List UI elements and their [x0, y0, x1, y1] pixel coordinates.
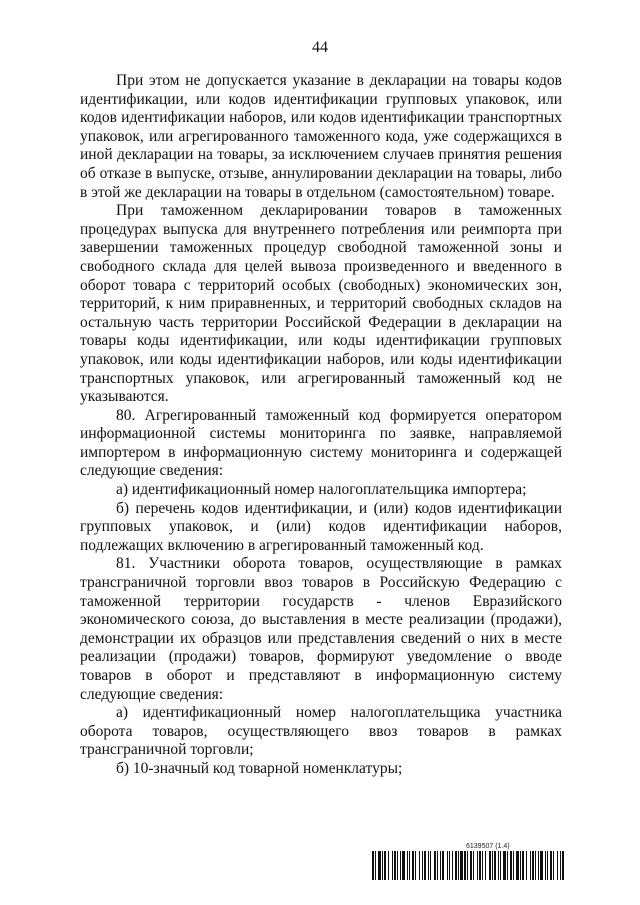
- barcode-bar: [522, 851, 524, 880]
- barcode-bar: [382, 851, 383, 880]
- barcode-bar: [412, 851, 414, 880]
- paragraph-80: 80. Агрегированный таможенный код формируется оператором информационной системы мониторинга по заявке, направляемой импортером в информационную систему мониторинга и содержащей следующие сведения:: [80, 406, 562, 480]
- paragraph-80-item-a: а) идентификационный номер налогоплательщика импортера;: [116, 481, 527, 499]
- barcode-bar: [507, 851, 508, 880]
- barcode-bar: [458, 851, 459, 880]
- document-code: 6139507 (1.4): [466, 843, 510, 850]
- barcode-bar: [452, 851, 453, 880]
- barcode-bar: [430, 851, 431, 880]
- barcode-bar: [455, 851, 457, 880]
- barcode-bar: [447, 851, 448, 880]
- barcode-bar: [494, 851, 496, 880]
- barcode-bar: [538, 851, 539, 880]
- barcode-bar: [477, 851, 478, 880]
- barcode-bar: [473, 851, 474, 880]
- barcode-bar: [562, 851, 564, 880]
- paragraph-81: 81. Участники оборота товаров, осуществляющие в рамках трансграничной торговли ввоз товаров в Российскую Федерацию с таможенной территории государств - членов Евразийского экономического союза, до выставления в месте реализации (продажи), демонстрации их образцов или представления сведений о них в месте реализации (продажи) товаров, формируют уведомление о вводе товаров в оборот и представляют в информационную систему следующие сведения:: [80, 555, 562, 703]
- barcode-bar: [530, 851, 531, 880]
- barcode-bar: [400, 851, 401, 880]
- barcode-bar: [545, 851, 546, 880]
- barcode-bar: [485, 851, 486, 880]
- barcode-bar: [419, 851, 420, 880]
- barcode-bar: [498, 851, 499, 880]
- barcode-bar: [449, 851, 450, 880]
- paragraph-customs-declaration: При таможенном декларировании товаров в таможенных процедурах выпуска для внутреннего потребления или реимпорта при завершении таможенных процедур свободной таможенной зоны и свободного склада для целей вывоза произведенного и введенного в оборот товара с территорий особых (свободных) экономических зон, территорий, к ним приравненных, и территорий свободных складов на остальную часть территории Российской Федерации в декларации на товары коды идентификации, или коды идентификации групповых упаковок, или коды идентификации наборов, или коды идентификации транспортных упаковок, или агрегированный таможенный код не указываются.: [80, 202, 562, 406]
- page-number: 44: [312, 39, 328, 56]
- barcode-bar: [532, 851, 534, 880]
- barcode-bar: [526, 851, 527, 880]
- barcode-bar: [402, 851, 405, 880]
- barcode-bar: [437, 851, 438, 880]
- barcode-bar: [467, 851, 468, 880]
- barcode-bar: [464, 851, 466, 880]
- barcode-bar: [388, 851, 389, 880]
- barcode-bar: [415, 851, 416, 880]
- barcode-bar: [482, 851, 483, 880]
- barcode-bar: [392, 851, 393, 880]
- barcode-bar: [375, 851, 376, 880]
- paragraph-aggregation-restriction: При этом не допускается указание в декларации на товары кодов идентификации, или кодов идентификации групповых упаковок, или кодов идентификации наборов, или кодов идентификации транспортных упаковок, или агрегированного таможенного кода, уже содержащихся в иной декларации на товары, за исключением случаев принятия решения об отказе в выпуске, отзыве, аннулировании декларации на товары, либо в этой же декларации на товары в отдельном (самостоятельном) товаре.: [80, 72, 562, 201]
- barcode-bar: [557, 851, 558, 880]
- barcode-bar: [470, 851, 472, 880]
- barcode-bar: [500, 851, 501, 880]
- barcode-bar: [407, 851, 408, 880]
- barcode-bar: [513, 851, 514, 880]
- barcode-bar: [372, 851, 374, 880]
- barcode-bar: [440, 851, 441, 880]
- barcode-bar: [428, 851, 429, 880]
- barcode-bar: [384, 851, 386, 880]
- document-body: [80, 72, 562, 779]
- barcode-bar: [503, 851, 506, 880]
- barcode-bar: [394, 851, 396, 880]
- barcode-bar: [424, 851, 426, 880]
- barcode-bar: [460, 851, 463, 880]
- barcode-bar: [547, 851, 548, 880]
- paragraph-81-item-b: б) 10-значный код товарной номенклатуры;: [116, 759, 403, 777]
- barcode-bar: [479, 851, 481, 880]
- barcode-bar: [422, 851, 423, 880]
- barcode-bar: [510, 851, 512, 880]
- paragraph-81-item-a: а) идентификационный номер налогоплательщика участника оборота товаров, осуществляющего ввоз товаров в рамках трансграничной торговли;: [80, 704, 562, 759]
- barcode-bar: [378, 851, 381, 880]
- barcode-bar: [553, 851, 554, 880]
- barcode-bar: [535, 851, 536, 880]
- barcode-bar: [516, 851, 519, 880]
- barcode-bar: [397, 851, 398, 880]
- barcode-icon: [372, 851, 566, 880]
- barcode-bar: [560, 851, 561, 880]
- barcode-bar: [434, 851, 436, 880]
- barcode-bar: [409, 851, 410, 880]
- paragraph-80-item-b: б) перечень кодов идентификации, и (или) кодов идентификации групповых упаковок, и (или) кодов идентификации наборов, подлежащих включению в агрегированный таможенный код.: [80, 499, 562, 554]
- barcode-bar: [540, 851, 543, 880]
- barcode-bar: [520, 851, 521, 880]
- barcode-bar: [492, 851, 493, 880]
- barcode-bar: [489, 851, 491, 880]
- barcode-bar: [442, 851, 444, 880]
- barcode-bar: [550, 851, 552, 880]
